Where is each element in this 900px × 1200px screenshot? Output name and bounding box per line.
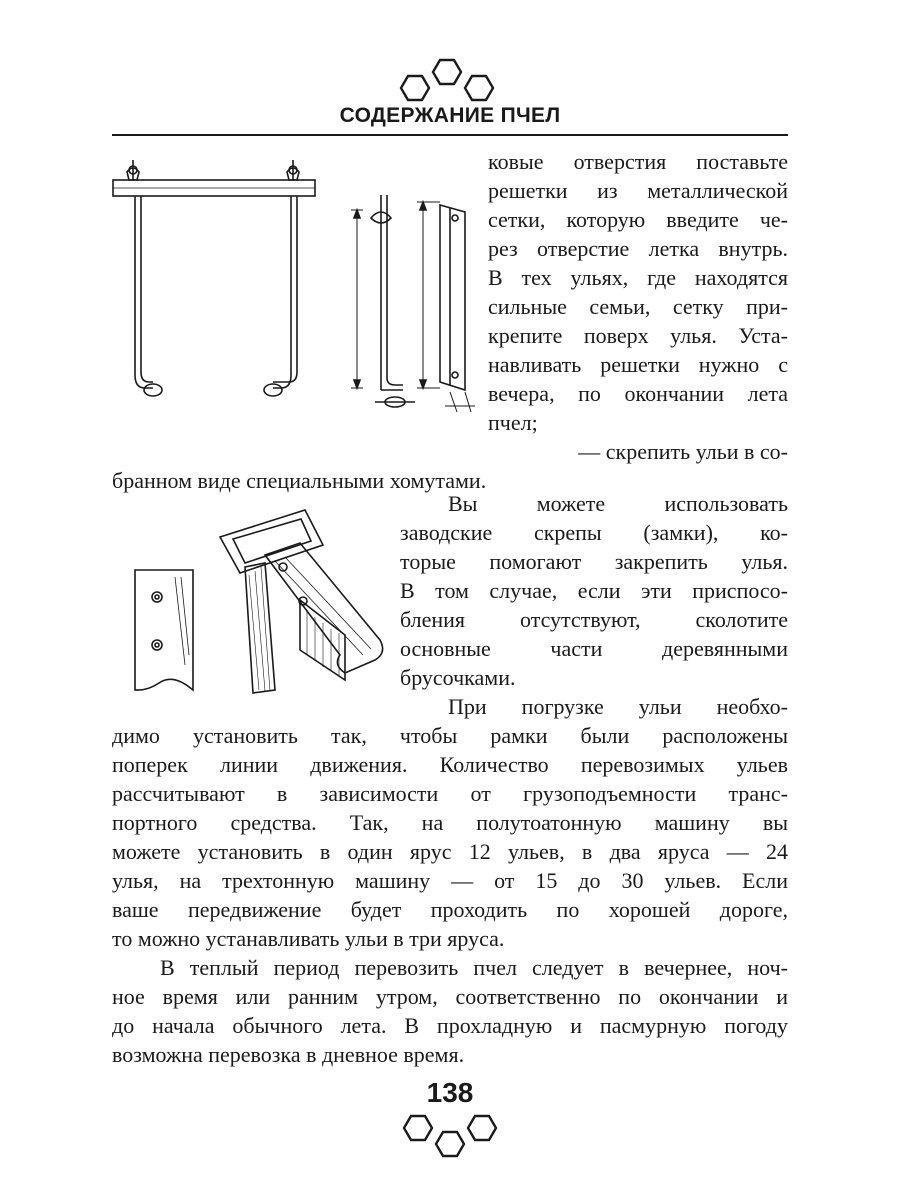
frame-grate-illustration xyxy=(105,160,475,420)
text-line: решетки из металлической xyxy=(488,178,788,203)
honeycomb-ornament-icon xyxy=(400,1112,504,1160)
bullet-line: бранном виде специальными хомутами. xyxy=(112,468,487,493)
text-line: ковые отверстия поставьте xyxy=(488,149,788,174)
text-line: портного средства. Так, на полутоатонную машину вы xyxy=(112,810,788,835)
text-line: торые помогают закрепить улья. xyxy=(400,549,788,574)
text-line: При погрузке ульи необхо- xyxy=(448,694,788,719)
text-line: ное время или ранним утром, соответственно по окончании и xyxy=(112,984,788,1009)
text-line: В том случае, если эти приспосо- xyxy=(400,578,788,603)
text-line: вечера, по окончании лета xyxy=(488,381,788,406)
hive-clamp-illustration xyxy=(125,505,395,700)
text-line: пчел; xyxy=(488,410,538,435)
text-line: ваше передвижение будет проходить по хорошей дороге, xyxy=(112,897,788,922)
text-line: димо установить так, чтобы рамки были расположены xyxy=(112,723,788,748)
text-line: сетки, которую введите че- xyxy=(488,207,788,232)
text-line: то можно устанавливать ульи в три яруса. xyxy=(112,926,505,951)
text-line: бления отсутствуют, сколотите xyxy=(400,607,788,632)
text-line: можете установить в один ярус 12 ульев, в два яруса — 24 xyxy=(112,839,788,864)
text-line: возможна перевозка в дневное время. xyxy=(112,1042,465,1067)
text-line: основные части деревянными xyxy=(400,636,788,661)
bullet-line: — скрепить ульи в со- xyxy=(578,439,788,464)
text-line: крепите поверх улья. Уста- xyxy=(488,323,788,348)
text-line: до начала обычного лета. В прохладную и пасмурную погоду xyxy=(112,1013,788,1038)
text-line: поперек линии движения. Количество перевозимых ульев xyxy=(112,752,788,777)
text-line: В теплый период перевозить пчел следует в вечернее, ноч- xyxy=(160,955,788,980)
running-header-title: СОДЕРЖАНИЕ ПЧЕЛ xyxy=(339,104,561,127)
text-line: сильные семьи, сетку при- xyxy=(488,294,788,319)
text-line: рез отверстие летка внутрь. xyxy=(488,236,788,261)
honeycomb-ornament-icon xyxy=(395,55,505,105)
text-line: В тех ульях, где находятся xyxy=(488,265,788,290)
text-line: навливать решетки нужно с xyxy=(488,352,788,377)
page-number: 138 xyxy=(426,1077,474,1108)
text-line: улья, на трехтонную машину — от 15 до 30 ульев. Если xyxy=(112,868,788,893)
text-line: рассчитывают в зависимости от грузоподъемности транс- xyxy=(112,781,788,806)
text-line: Вы можете использовать xyxy=(448,491,788,516)
header-divider xyxy=(112,134,788,136)
text-line: заводские скрепы (замки), ко- xyxy=(400,520,788,545)
text-line: брусочками. xyxy=(400,665,516,690)
